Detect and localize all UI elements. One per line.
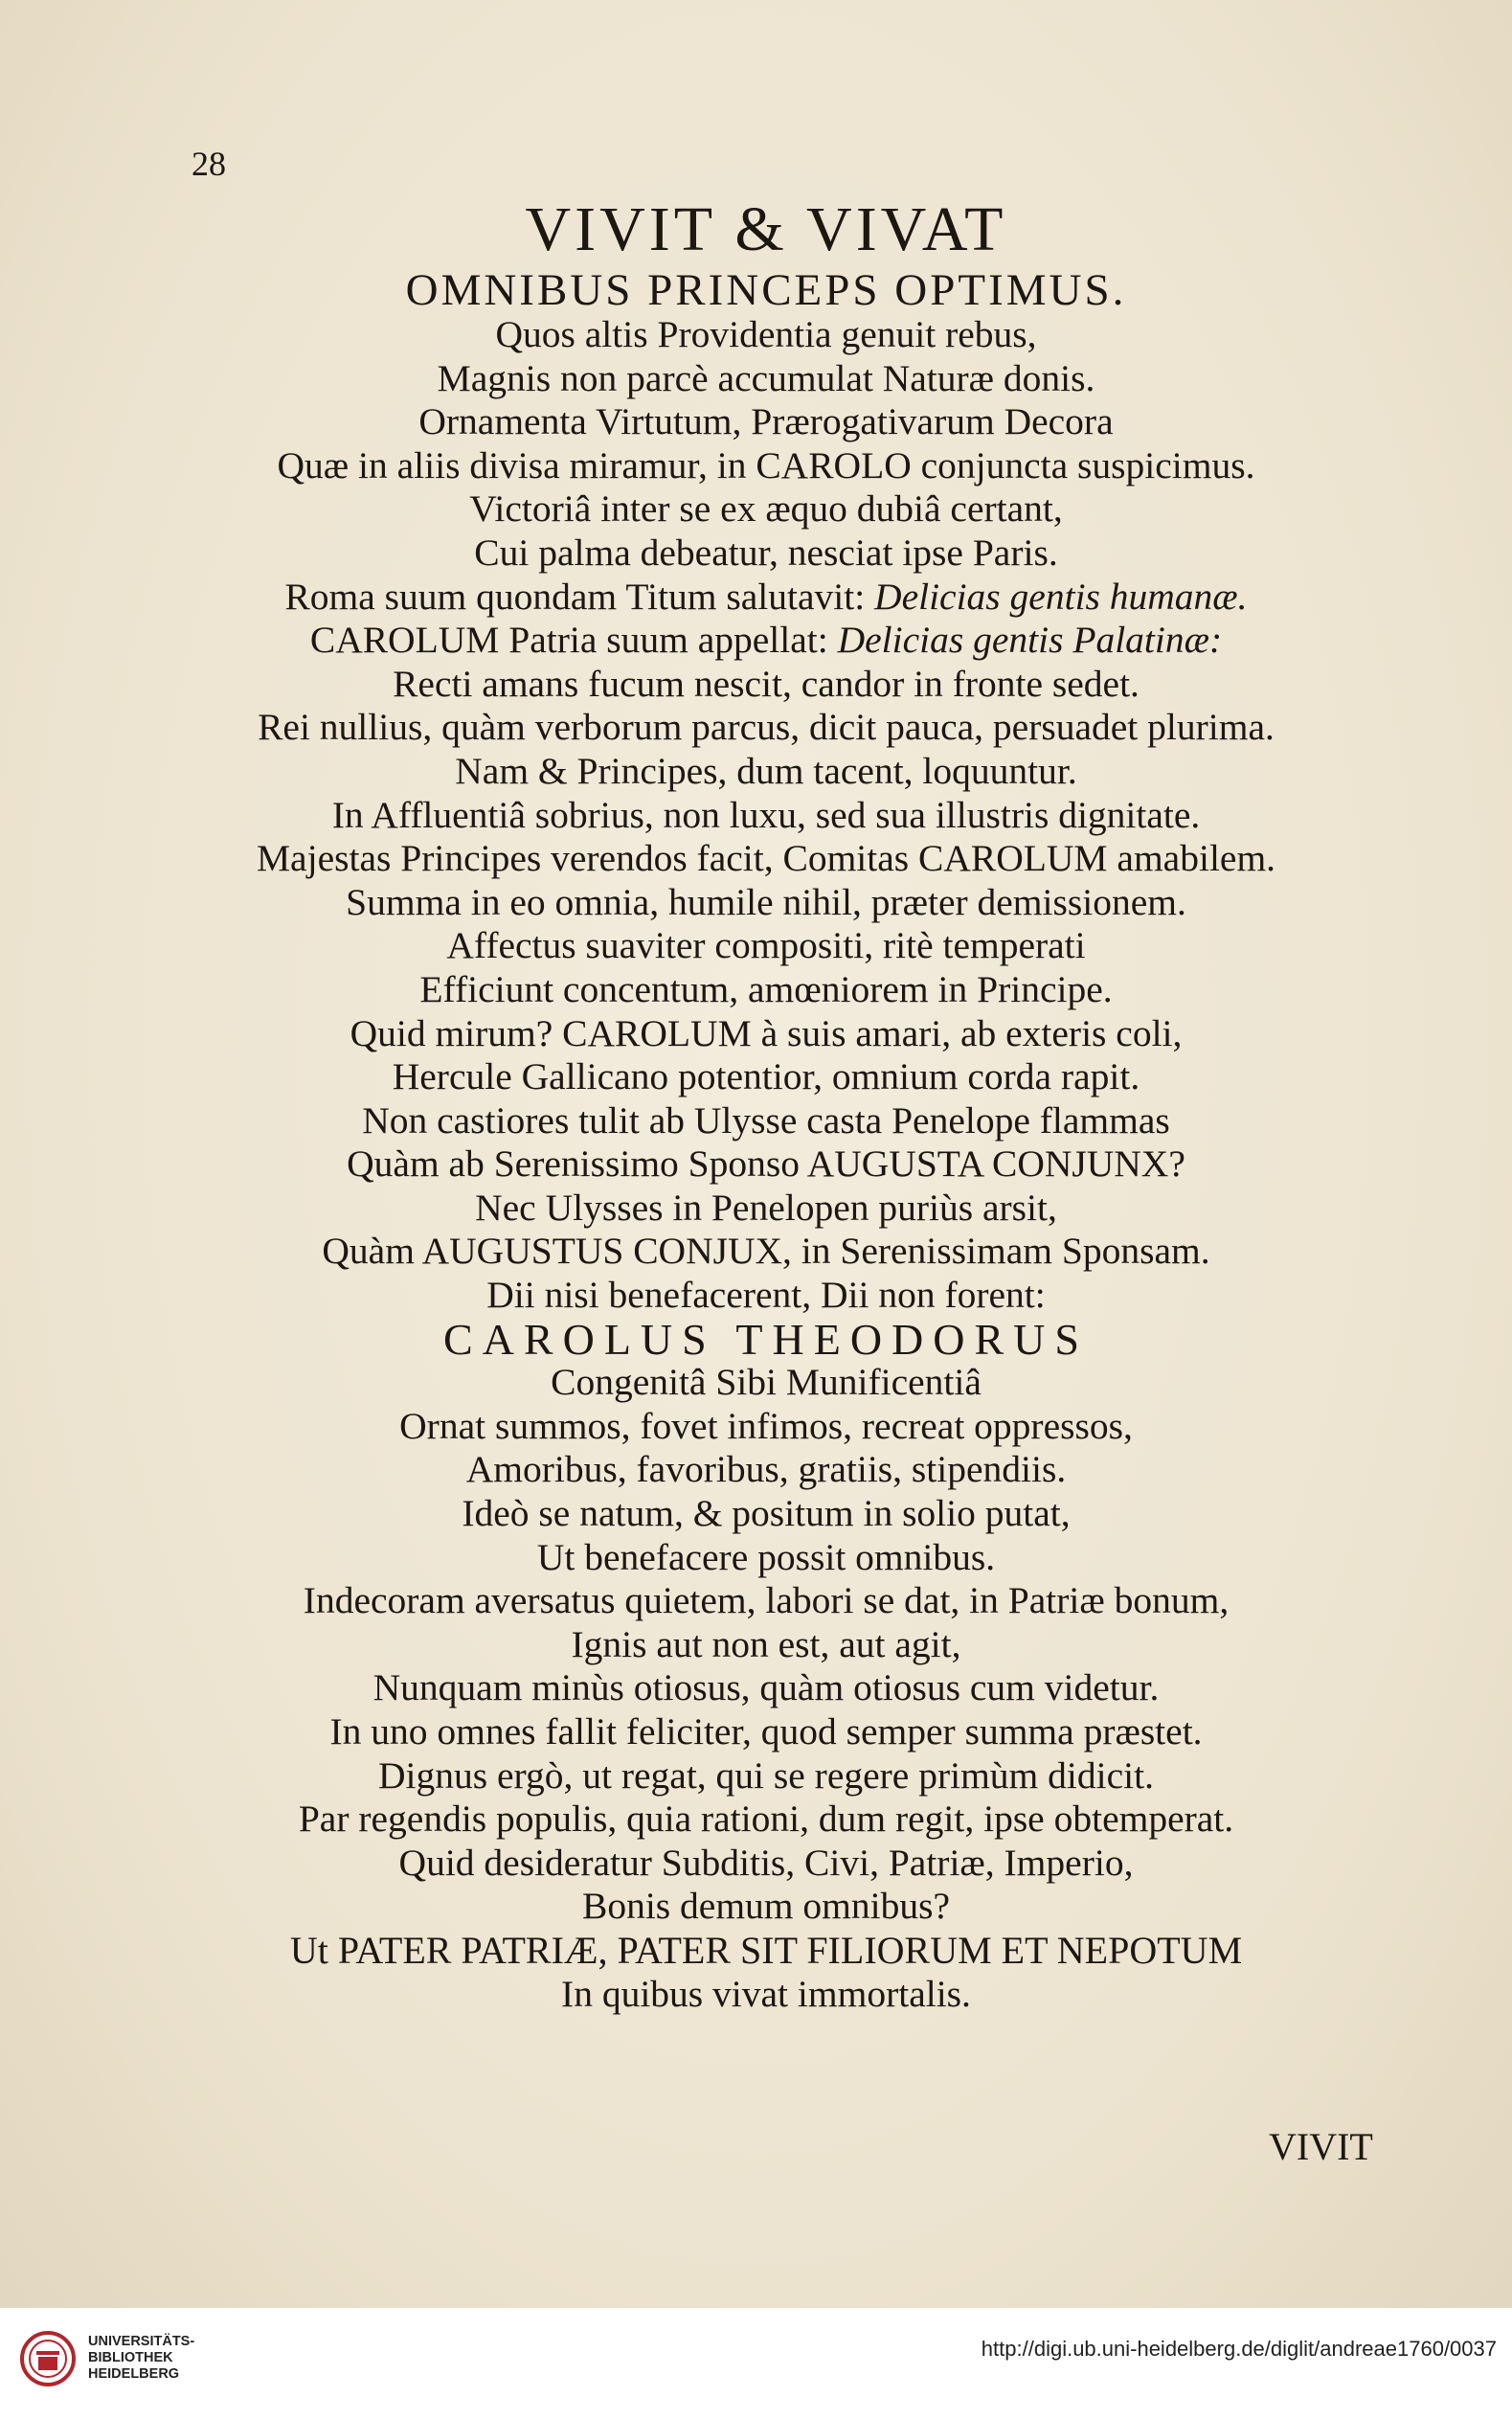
verse-line <box>134 1055 1398 1099</box>
verse-line-text: Cui palma debeatur, nesciat ipse Paris. <box>474 531 1058 574</box>
verse-line-text: Hercule Gallicano potentior, omnium corda rapit. <box>392 1055 1140 1098</box>
verse-line-text: Indecoram aversatus quietem, labori se dat, in Patriæ bonum, <box>303 1579 1230 1622</box>
verse-line-text: Nec Ulysses in Penelopen puriùs arsit, <box>475 1186 1057 1229</box>
verse-line <box>134 1274 1398 1318</box>
verse-line-text: Quàm ab Serenissimo Sponso AUGUSTA CONJUNX? <box>347 1142 1185 1186</box>
verse-line <box>134 706 1398 750</box>
library-line-1: UNIVERSITÄTS- <box>88 2334 195 2349</box>
verse-line-text: Roma suum quondam Titum salutavit: <box>284 575 875 618</box>
verse-lines <box>134 313 1398 2016</box>
verse-line-text: CAROLUS THEODORUS <box>443 1314 1089 1364</box>
verse-line-text: Ignis aut non est, aut agit, <box>571 1622 961 1665</box>
verse-line <box>134 1798 1398 1842</box>
permalink-url[interactable]: http://digi.ub.uni-heidelberg.de/diglit/andreae1760/0037 <box>981 2337 1497 2361</box>
page-title: VIVIT & VIVAT <box>525 194 1007 264</box>
verse-line-text: CAROLUM Patria suum appellat: <box>309 619 838 662</box>
verse-line <box>134 968 1398 1012</box>
library-line-2: BIBLIOTHEK <box>88 2350 173 2365</box>
verse-line <box>134 794 1398 838</box>
verse-line <box>134 1012 1398 1056</box>
verse-line-text: Ut PATER PATRIÆ, PATER SIT FILIORUM ET NEPOTUM <box>289 1928 1243 1972</box>
verse-line <box>134 1754 1398 1798</box>
verse-line <box>134 1885 1398 1929</box>
verse-line-text: Nunquam minùs otiosus, quàm otiosus cum videtur. <box>372 1666 1160 1709</box>
verse-line <box>134 1230 1398 1274</box>
verse-line-text: Ideò se natum, & positum in solio putat, <box>462 1492 1071 1535</box>
verse-line <box>134 1623 1398 1667</box>
verse-line <box>134 313 1398 357</box>
verse-line <box>134 619 1398 663</box>
verse-line-italic: Delicias gentis humanæ. <box>874 575 1248 618</box>
verse-line <box>134 1579 1398 1623</box>
verse-line-text: Recti amans fucum nescit, candor in fronte sedet. <box>393 662 1140 705</box>
verse-line-text: In Affluentiâ sobrius, non luxu, sed sua illustris dignitate. <box>331 793 1201 836</box>
verse-line <box>134 1099 1398 1143</box>
verse-line <box>134 1842 1398 1886</box>
verse-line-text: Non castiores tulit ab Ulysse casta Penelope flammas <box>362 1098 1170 1142</box>
verse-line-text: Quid mirum? CAROLUM à suis amari, ab exteris coli, <box>350 1011 1183 1054</box>
verse-line-text: Majestas Principes verendos facit, Comitas CAROLUM amabilem. <box>256 837 1276 880</box>
verse-line-text: Ut benefacere possit omnibus. <box>536 1535 996 1578</box>
verse-line-italic: Delicias gentis Palatinæ: <box>837 619 1223 662</box>
verse-line <box>134 1448 1398 1492</box>
verse-line <box>134 837 1398 881</box>
verse-line <box>134 1187 1398 1231</box>
verse-line <box>134 1361 1398 1405</box>
verse-line-text: Ornat summos, fovet infimos, recreat oppressos, <box>399 1404 1133 1447</box>
verse-line-text: In quibus vivat immortalis. <box>561 1972 971 2015</box>
verse-line-text: Amoribus, favoribus, gratiis, stipendiis. <box>465 1448 1067 1491</box>
catchword: VIVIT <box>1269 2125 1373 2168</box>
verse-line-text: Dignus ergò, ut regat, qui se regere primùm didicit. <box>378 1753 1154 1797</box>
verse-line-text: Efficiunt concentum, amœniorem in Principe. <box>419 967 1113 1010</box>
verse-line-text: In uno omnes fallit feliciter, quod semper summa præstet. <box>329 1710 1203 1753</box>
verse-line-text: Affectus suaviter compositi, ritè temperati <box>446 924 1086 967</box>
verse-line <box>134 1314 1398 1364</box>
page-number: 28 <box>192 145 226 183</box>
library-logo-text[interactable] <box>88 2334 194 2383</box>
verse-line-text: Bonis demum omnibus? <box>581 1885 951 1928</box>
verse-line-text: Ornamenta Virtutum, Prærogativarum Decora <box>418 400 1114 443</box>
verse-line-text: Quid desideratur Subditis, Civi, Patriæ, Imperio, <box>398 1841 1134 1884</box>
verse-line <box>134 1666 1398 1710</box>
verse-line <box>134 357 1398 401</box>
verse-line-text: Quos altis Providentia genuit rebus, <box>495 313 1037 355</box>
verse-line <box>134 400 1398 444</box>
verse-line-text: Quæ in aliis divisa miramur, in CAROLO conjuncta suspicimus. <box>277 443 1255 486</box>
verse-line-text: Congenitâ Sibi Munificentiâ <box>551 1361 982 1404</box>
verse-line-text: Quàm AUGUSTUS CONJUX, in Serenissimam Sponsam. <box>322 1230 1210 1273</box>
verse-line-text: Rei nullius, quàm verborum parcus, dicit pauca, persuadet plurima. <box>258 706 1275 749</box>
verse-line <box>134 1142 1398 1187</box>
verse-line <box>134 1536 1398 1580</box>
verse-line <box>134 1492 1398 1536</box>
footer-bar <box>0 2308 1512 2420</box>
verse-line <box>134 881 1398 925</box>
verse-line <box>134 750 1398 794</box>
page-subtitle: OMNIBUS PRINCEPS OPTIMUS. <box>405 265 1127 315</box>
verse-line-text: Magnis non parcè accumulat Naturæ donis. <box>437 356 1095 399</box>
verse-line-text: Par regendis populis, quia rationi, dum regit, ipse obtemperat. <box>298 1798 1234 1841</box>
verse-line <box>134 1973 1398 2017</box>
verse-line <box>134 487 1398 531</box>
verse-line <box>134 924 1398 968</box>
verse-line <box>134 444 1398 488</box>
verse-line-text: Victoriâ inter se ex æquo dubiâ certant, <box>469 487 1063 531</box>
verse-line <box>134 663 1398 707</box>
verse-line-text: Summa in eo omnia, humile nihil, præter demissionem. <box>346 880 1186 923</box>
verse-line <box>134 531 1398 576</box>
verse-line <box>134 576 1398 620</box>
library-line-3: HEIDELBERG <box>88 2366 180 2382</box>
verse-line <box>134 1710 1398 1754</box>
verse-line <box>134 1405 1398 1449</box>
verse-line-text: Nam & Principes, dum tacent, loquuntur. <box>455 749 1077 792</box>
verse-line <box>134 1929 1398 1973</box>
university-seal-icon[interactable] <box>19 2330 77 2387</box>
verse-line-text: Dii nisi benefacerent, Dii non forent: <box>486 1274 1046 1317</box>
